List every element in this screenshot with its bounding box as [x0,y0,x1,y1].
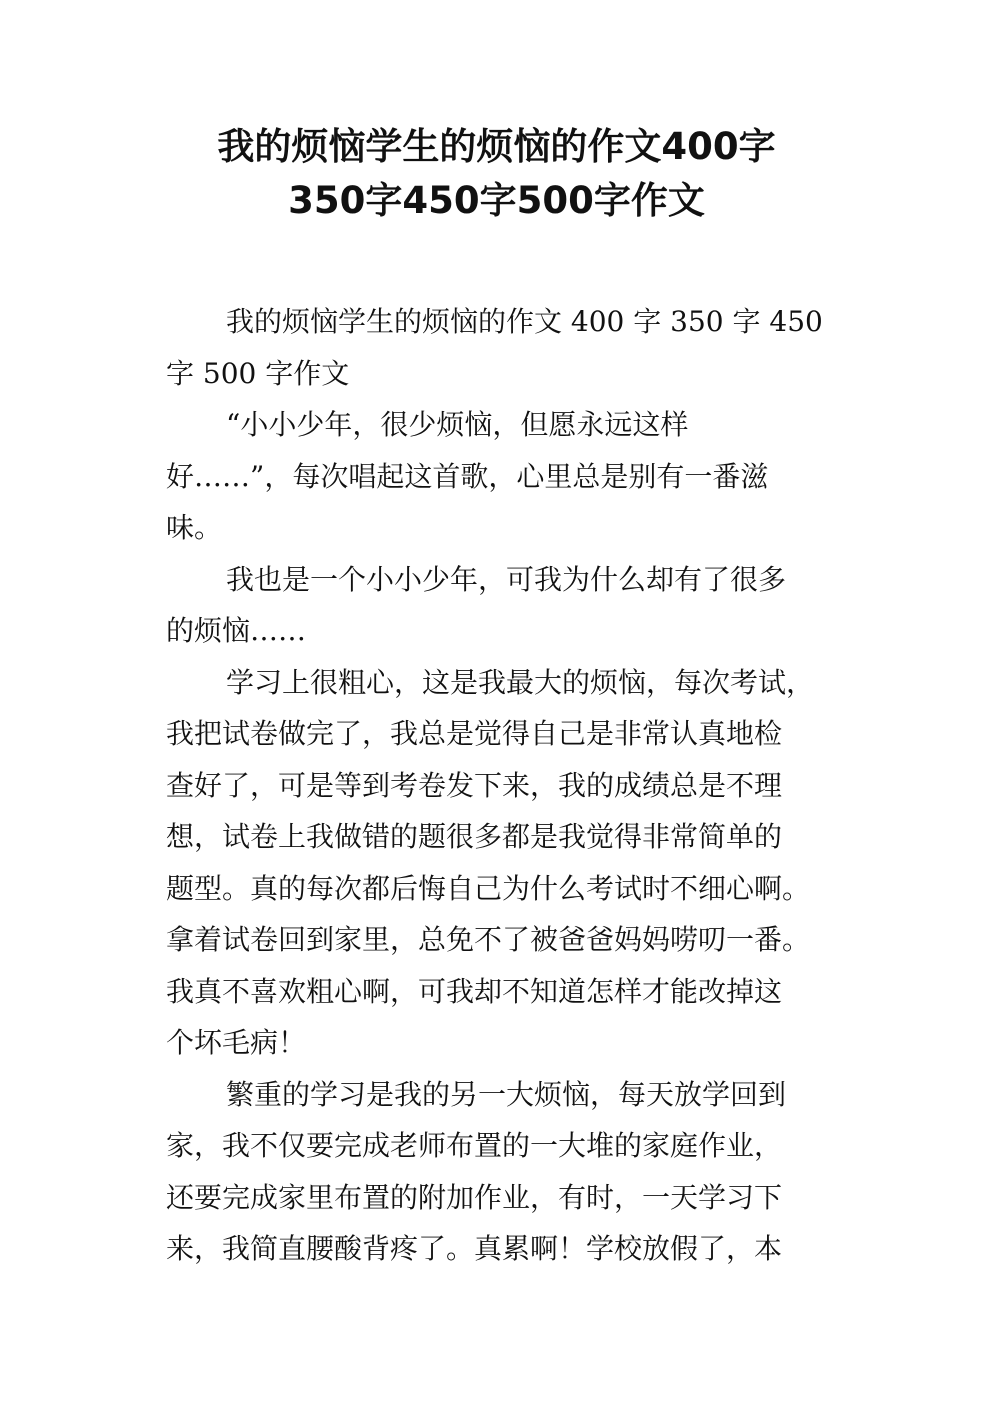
body-text-line: 字 500 字作文 [166,356,350,390]
body-text-line: 味。 [166,511,223,544]
body-text-line: 想，试卷上我做错的题很多都是我觉得非常简单的 [166,820,783,853]
body-text-line: “小小少年，很少烦恼，但愿永远这样 [226,408,689,441]
document-body [166,296,846,1275]
body-text-line: 我真不喜欢粗心啊，可我却不知道怎样才能改掉这 [166,974,783,1008]
body-text-line: 我也是一个小小少年，可我为什么却有了很多 [226,562,787,596]
body-text-line: 个坏毛病！ [166,1026,307,1059]
body-text-line: 好……”，每次唱起这首歌，心里总是别有一番滋 [166,459,769,493]
body-text-line: 题型。真的每次都后悔自己为什么考试时不细心啊。 [166,871,811,905]
body-text-line: 家，我不仅要完成老师布置的一大堆的家庭作业， [166,1129,783,1162]
body-text-line: 我的烦恼学生的烦恼的作文 400 字 350 字 450 [226,305,823,338]
body-text-line: 的烦恼…… [166,614,307,647]
document-title-line-2: 350字450字500字作文 [288,179,705,222]
body-text-line: 来，我简直腰酸背疼了。真累啊！学校放假了，本 [166,1232,783,1265]
body-text-line: 拿着试卷回到家里，总免不了被爸爸妈妈唠叨一番。 [166,923,811,956]
document-title-line-1: 我的烦恼学生的烦恼的作文400字 [217,125,776,168]
body-text-line: 繁重的学习是我的另一大烦恼，每天放学回到 [226,1077,787,1111]
body-text-line: 学习上很粗心，这是我最大的烦恼，每次考试， [226,665,815,699]
body-text-line: 我把试卷做完了，我总是觉得自己是非常认真地检 [166,717,783,750]
body-text-line: 还要完成家里布置的附加作业，有时，一天学习下 [166,1180,783,1214]
body-text-line: 查好了，可是等到考卷发下来，我的成绩总是不理 [166,768,783,802]
